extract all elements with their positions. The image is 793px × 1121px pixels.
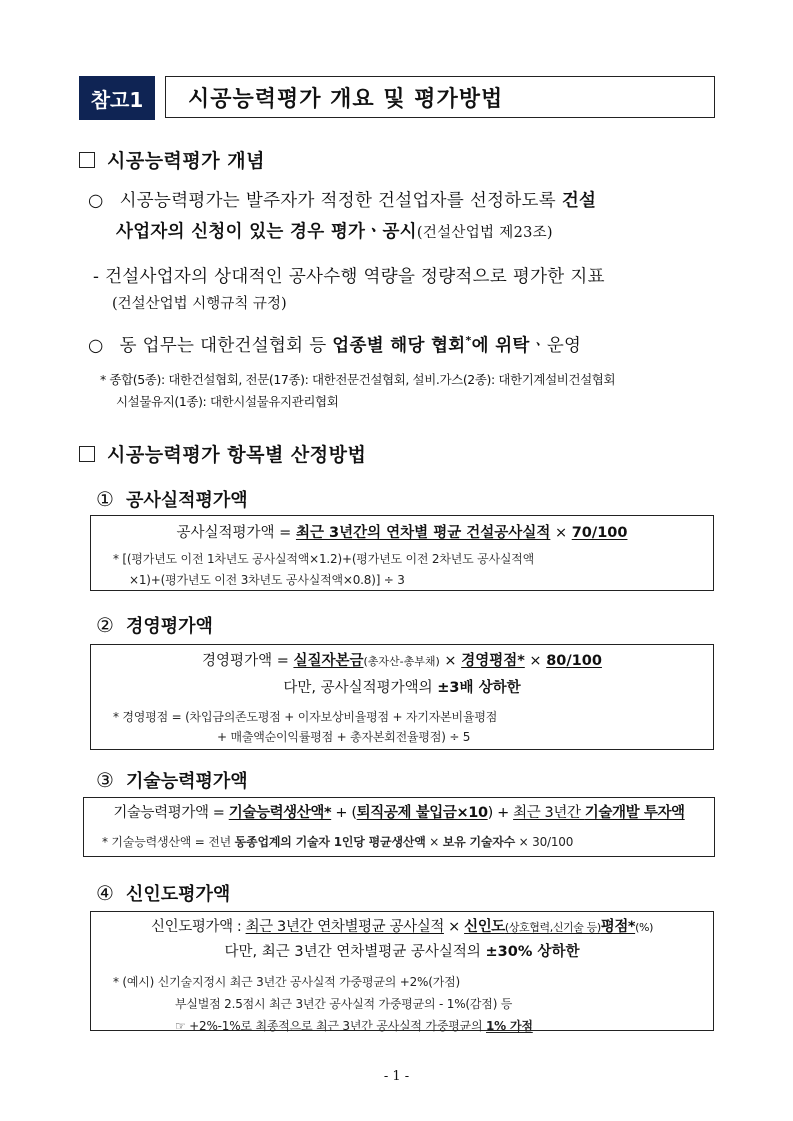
item3-formula-box xyxy=(83,797,715,857)
item2-formula-line2 xyxy=(91,676,713,697)
item2-formula-times2: × xyxy=(524,653,547,669)
dash1-legal-ref: (건설산업법 시행규칙 규정) xyxy=(112,296,287,312)
item3-formula-label: 기술능력평가액 = xyxy=(113,805,229,821)
item1-formula-ratio: 70/100 xyxy=(571,525,628,541)
bullet1-legal-ref: (건설산업법 제23조) xyxy=(416,225,553,241)
item1-title: 공사실적평가액 xyxy=(125,490,248,511)
circle-bullet-icon: ○ xyxy=(88,336,104,356)
section1-bullet1-line2 xyxy=(116,218,553,243)
item1-formula-box xyxy=(90,515,714,591)
bullet2-text2: ㆍ운영 xyxy=(529,336,582,356)
reference-tag-label: 참고1 xyxy=(90,87,144,112)
item2-title: 경영평가액 xyxy=(125,616,213,637)
item4-heading xyxy=(96,880,230,906)
dash1-text: - 건설사업자의 상대적인 공사수행 역량을 정량적으로 평가한 지표 xyxy=(93,267,605,287)
bullet1-bold1: 건설 xyxy=(561,191,597,211)
item1-footnote-line2: ×1)+(평가년도 이전 3차년도 공사실적액×0.8)] ÷ 3 xyxy=(129,573,405,587)
reference-tag xyxy=(79,76,155,120)
item2-formula-box xyxy=(90,644,714,750)
bullet1-text: 시공능력평가는 발주자가 적정한 건설업자를 선정하도록 xyxy=(119,191,556,211)
item4-formula-recent: 최근 3년간 연차별평균 공사실적 xyxy=(245,919,444,935)
item2-heading xyxy=(96,612,213,638)
item3-number: ③ xyxy=(96,768,114,792)
section1-dash1-ref xyxy=(112,292,287,313)
item1-formula-times: × xyxy=(550,525,572,541)
circle-bullet-icon: ○ xyxy=(88,191,104,211)
note-line2: 시설물유지(1종): 대한시설물유지관리협회 xyxy=(116,394,339,409)
bullet2-bold: 업종별 해당 협회 xyxy=(332,336,466,356)
page-number xyxy=(0,1069,793,1084)
item4-title: 신인도평가액 xyxy=(125,884,231,905)
item3-formula-plus1: + ( xyxy=(331,805,357,821)
item3-footnote xyxy=(84,833,714,850)
item3-footnote-bold2: 보유 기술자수 xyxy=(442,835,516,849)
item1-formula-label: 공사실적평가액 = xyxy=(176,525,296,541)
section1-bullet1-line1 xyxy=(88,187,596,212)
item4-formula-pct: (%) xyxy=(635,921,653,934)
item2-footnote-line1: * 경영평점 = (차입금의존도평점 + 이자보상비율평점 + 자기자본비율평점 xyxy=(113,710,498,724)
item4-formula-paren: (상호협력,신기술 등) xyxy=(504,921,601,934)
item1-formula xyxy=(91,521,713,542)
item1-footnote xyxy=(91,549,713,591)
item3-formula-recent: 최근 3년간 xyxy=(513,805,585,821)
item1-heading xyxy=(96,486,248,512)
item2-footnote xyxy=(91,707,713,747)
section1-heading xyxy=(79,146,265,173)
item2-formula-bold2: 경영평점* xyxy=(461,653,525,669)
item4-formula-bold1: 신인도 xyxy=(464,919,505,935)
item3-footnote-end: × 30/100 xyxy=(515,835,574,849)
item3-formula-bold3: 기술개발 투자액 xyxy=(584,805,685,821)
section2-heading-text: 시공능력평가 항목별 산정방법 xyxy=(107,444,367,466)
item2-formula-times1: × xyxy=(439,653,462,669)
item1-footnote-line1: * [(평가년도 이전 1차년도 공사실적액×1.2)+(평가년도 이전 2차년도 공사실적액 xyxy=(113,552,535,566)
item2-footnote-line2: + 매출액순이익률평점 + 총자본회전율평점) ÷ 5 xyxy=(217,730,471,744)
item3-title: 기술능력평가액 xyxy=(125,771,248,792)
item4-formula-line2 xyxy=(91,940,713,961)
item1-number: ① xyxy=(96,487,114,511)
item3-formula xyxy=(84,801,714,822)
section1-heading-text: 시공능력평가 개념 xyxy=(107,150,265,172)
item4-line2-text: 다만, 최근 3년간 연차별평균 공사실적의 xyxy=(224,944,486,960)
bullet2-bold-end: 에 위탁 xyxy=(471,336,530,356)
item2-formula-label: 경영평가액 = xyxy=(202,653,294,669)
bullet2-star: * xyxy=(465,334,472,348)
item4-formula-times: × xyxy=(443,919,465,935)
bullet1-bold2: 사업자의 신청이 있는 경우 평가ㆍ공시 xyxy=(116,222,417,242)
section2-heading xyxy=(79,440,366,467)
item4-line2-bold: ±30% 상하한 xyxy=(485,944,580,960)
bullet2-text: 동 업무는 대한건설협회 등 xyxy=(119,336,327,356)
item1-formula-bold: 최근 3년간의 연차별 평균 건설공사실적 xyxy=(295,525,551,541)
item3-footnote-mid: × xyxy=(425,835,443,849)
page-title-text: 시공능력평가 개요 및 평가방법 xyxy=(188,86,504,112)
item2-line2-bold: ±3배 상하한 xyxy=(437,680,521,696)
section1-bullet2 xyxy=(88,332,581,357)
item2-formula-paren: (총자산-총부채) xyxy=(363,655,440,668)
item4-footnote xyxy=(91,971,713,1037)
item3-heading xyxy=(96,767,248,793)
item4-footnote-line1: * (예시) 신기술지정시 최근 3년간 공사실적 가중평균의 +2%(가점) xyxy=(113,975,460,989)
item3-formula-bold1: 기술능력생산액* xyxy=(228,805,332,821)
checkbox-square-icon xyxy=(79,152,95,168)
item4-formula-bold2: 평점* xyxy=(600,919,636,935)
item2-formula xyxy=(91,649,713,670)
note-line1: * 종합(5종): 대한건설협회, 전문(17종): 대한전문건설협회, 설비.가스(2종): 대한기계설비건설협회 xyxy=(100,372,616,387)
item4-footnote-line3 xyxy=(113,1015,713,1037)
item3-formula-bold2: 퇴직공제 불입금×10 xyxy=(356,805,488,821)
item2-formula-ratio: 80/100 xyxy=(546,653,602,669)
page-number-text: - 1 - xyxy=(383,1069,410,1084)
page-title xyxy=(165,76,715,118)
item3-formula-plus2: ) + xyxy=(487,805,514,821)
item2-number: ② xyxy=(96,613,114,637)
item3-footnote-bold1: 동종업계의 기술자 1인당 평균생산액 xyxy=(234,835,426,849)
item2-line2-text: 다만, 공사실적평가액의 xyxy=(283,680,438,696)
item4-footnote-line3-bold: 1% 가점 xyxy=(486,1019,533,1033)
section1-dash1 xyxy=(93,263,605,288)
item4-footnote-line2: 부실벌점 2.5점시 최근 3년간 공사실적 가중평균의 - 1%(감점) 등 xyxy=(175,997,513,1011)
checkbox-square-icon xyxy=(79,446,95,462)
item2-formula-bold1: 실질자본금 xyxy=(293,653,364,669)
item4-number: ④ xyxy=(96,881,114,905)
item4-footnote-line3-text: ☞ +2%-1%로 최종적으로 최근 3년간 공사실적 가중평균의 xyxy=(175,1019,487,1033)
item4-formula xyxy=(91,915,713,936)
item4-formula-label: 신인도평가액 : xyxy=(151,919,246,935)
section1-note xyxy=(100,369,740,413)
item3-footnote-pre: * 기술능력생산액 = 전년 xyxy=(102,835,235,849)
item4-formula-box xyxy=(90,911,714,1031)
